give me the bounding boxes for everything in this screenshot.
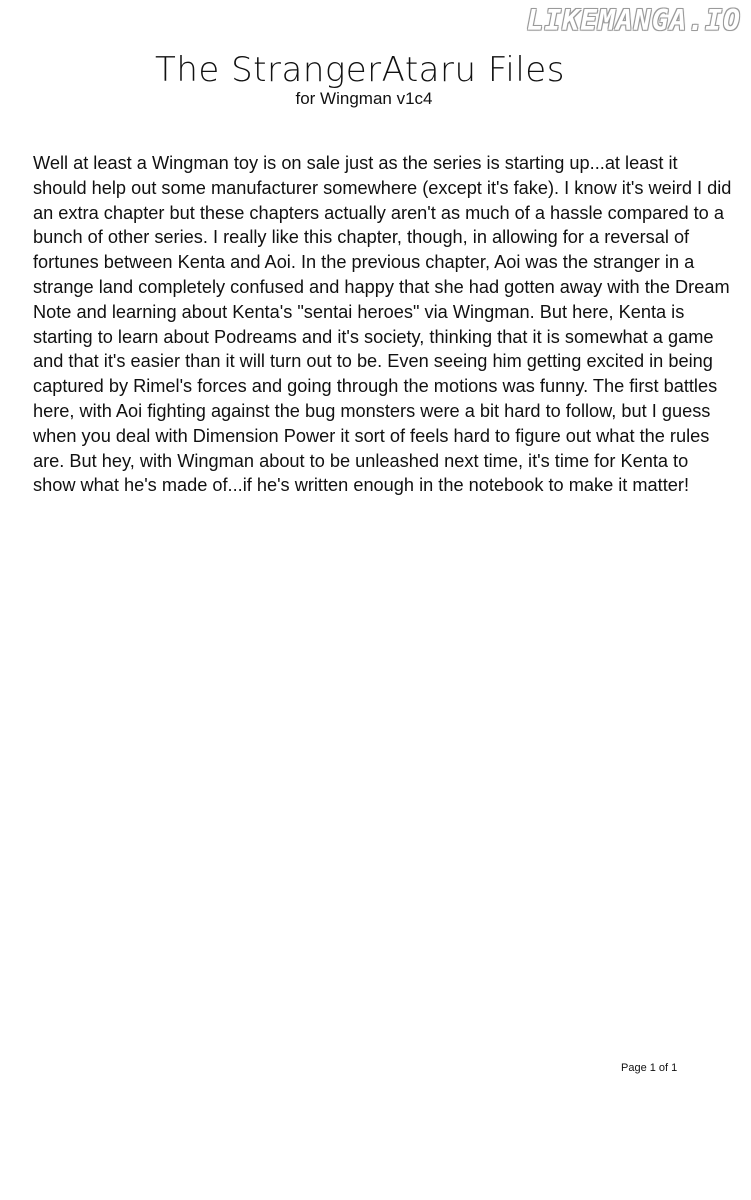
watermark-logo: LIKEMANGA.IO — [526, 4, 741, 37]
page-title: The StrangerAtaru Files — [155, 50, 565, 90]
page-number: Page 1 of 1 — [621, 1062, 678, 1074]
page-subtitle: for Wingman v1c4 — [295, 89, 433, 108]
body-paragraph: Well at least a Wingman toy is on sale just as the series is starting up...at least it should help out some manufacturer somewhere (except it's fake). I know it's weird I did an extra chapter but these chapters actually aren't as much of a hassle compared to a bunch of other series. I really like this chapter, though, in allowing for a reversal of fortunes between Kenta and Aoi. In the previous chapter, Aoi was the stranger in a strange land completely confused and happy that she had gotten away with the Dream Note and learning about Kenta's "sentai heroes" via Wingman. But here, Kenta is starting to learn about Podreams and it's society, thinking that it is somewhat a game and that it's easier than it will turn out to be. Even seeing him getting excited in being captured by Rimel's forces and going through the motions was funny. The first battles here, with Aoi fighting against the bug monsters were a bit hard to follow, but I guess when you deal with Dimension Power it sort of feels hard to figure out what the rules are. But hey, with Wingman about to be unleashed next time, it's time for Kenta to show what he's made of...if he's written enough in the notebook to make it matter! — [33, 153, 732, 496]
